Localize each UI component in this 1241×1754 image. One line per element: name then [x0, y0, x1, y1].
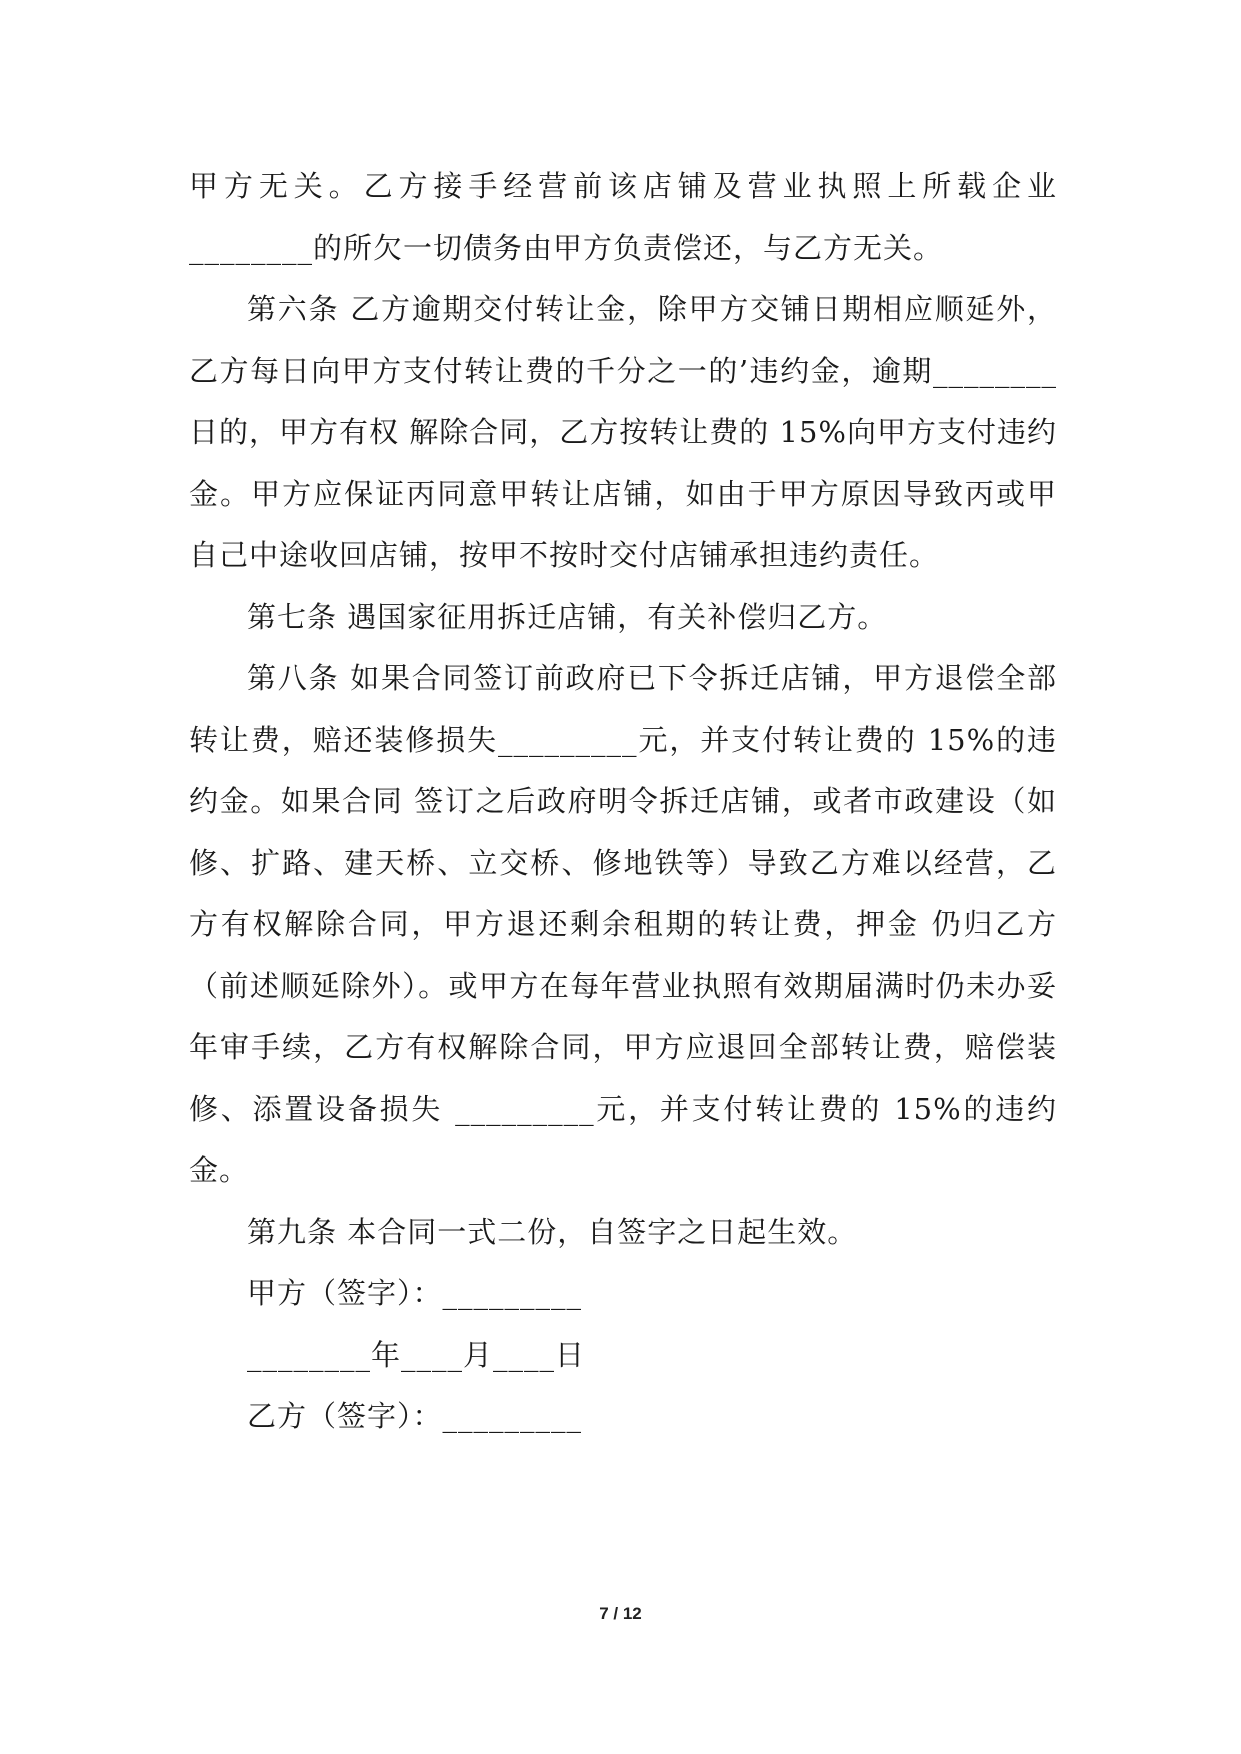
document-body [189, 156, 1057, 1448]
page-number: 7 / 12 [599, 1604, 642, 1623]
signature-party-b: 乙方（签字）：_________ [247, 1399, 583, 1433]
signature-party-a: 甲方（签字）：_________ [247, 1276, 583, 1310]
paragraph-article-8: 第八条 如果合同签订前政府已下令拆迁店铺，甲方退偿全部转让费，赔还装修损失_________元，并支付转让费的 15%的违约金。如果合同 签订之后政府明令拆迁店铺，或者市政建设（如修、扩路、建天桥、立交桥、修地铁等）导致乙方难以经营，乙方有权解除合同，甲方退还剩余租期的转让费，押金 仍归乙方（前述顺延除外）。或甲方在每年营业执照有效期届满时仍未办妥年审手续，乙方有权解除合同，甲方应退回全部转让费，赔偿装修、添置设备损失 _________元，并支付转让费的 15%的违约金。 [189, 661, 1057, 1187]
paragraph-article-6: 第六条 乙方逾期交付转让金，除甲方交铺日期相应顺延外，乙方每日向甲方支付转让费的千分之一的’违约金，逾期________日的，甲方有权 解除合同，乙方按转让费的 15%向甲方支付违约金。甲方应保证丙同意甲转让店铺，如由于甲方原因导致丙或甲自己中途收回店铺，按甲不按时交付店铺承担违约责任。 [189, 292, 1057, 572]
paragraph-article-7: 第七条 遇国家征用拆迁店铺，有关补偿归乙方。 [247, 599, 888, 634]
signature-date: ________年____月____日 [247, 1337, 586, 1372]
paragraph-article-9: 第九条 本合同一式二份，自签字之日起生效。 [247, 1214, 858, 1249]
paragraph-continuation: 甲方无关。乙方接手经营前该店铺及营业执照上所载企业________的所欠一切债务由甲方负责偿还，与乙方无关。 [189, 169, 1057, 265]
